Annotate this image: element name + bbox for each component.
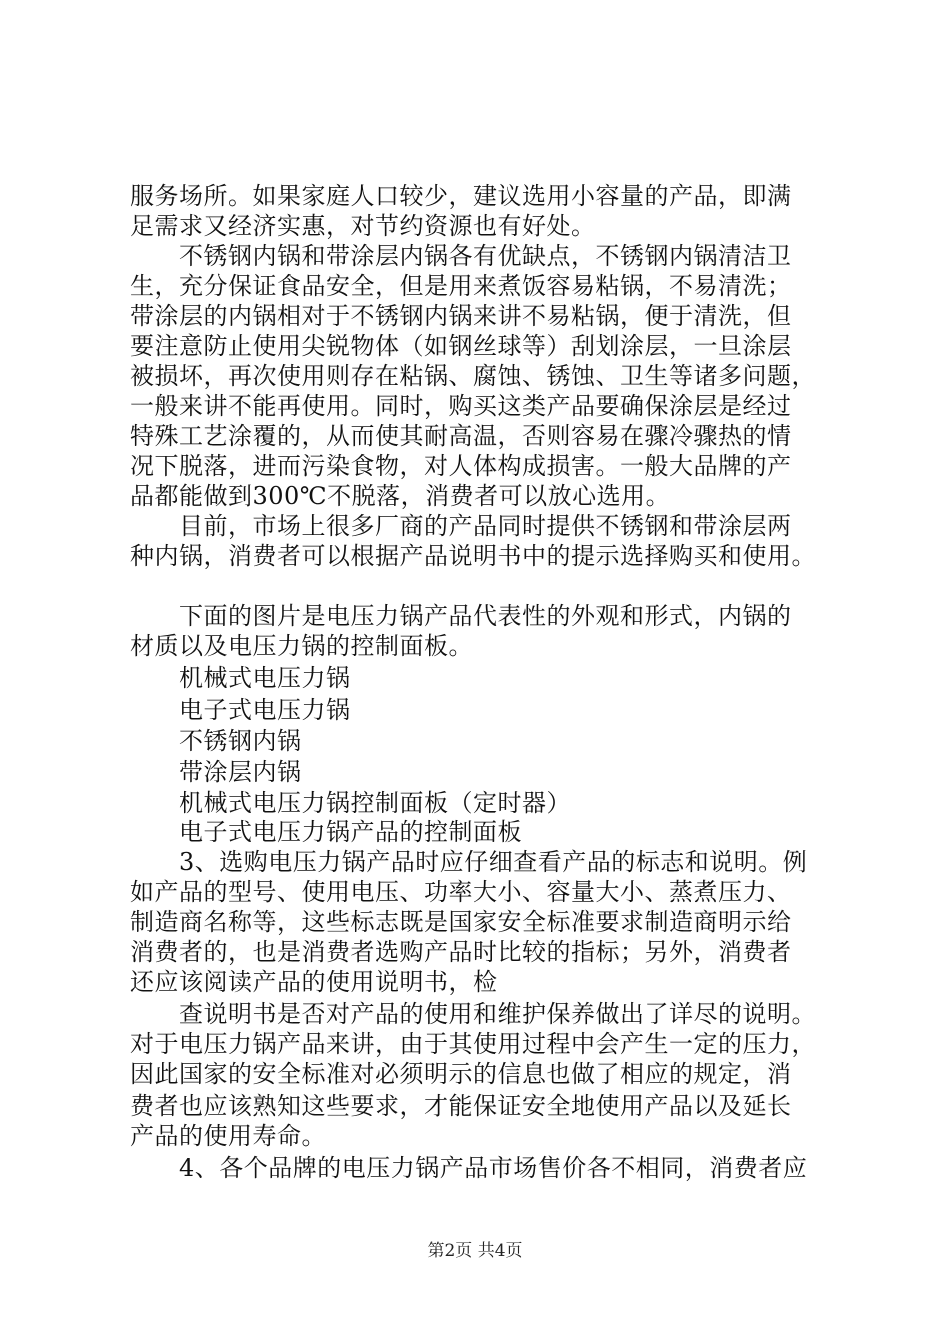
text-line: 服务场所。如果家庭人口较少，建议选用小容量的产品，即满 (130, 182, 792, 210)
text-line: 如产品的型号、使用电压、功率大小、容量大小、蒸煮压力、 (130, 878, 792, 906)
text-line: 产品的使用寿命。 (130, 1122, 326, 1150)
image-caption: 机械式电压力锅控制面板（定时器） (130, 789, 571, 817)
text-line: 3、选购电压力锅产品时应仔细查看产品的标志和说明。例 (130, 848, 808, 876)
text-line: 还应该阅读产品的使用说明书，检 (130, 968, 498, 996)
text-line: 品都能做到300℃不脱落，消费者可以放心选用。 (130, 482, 671, 510)
image-caption: 带涂层内锅 (130, 758, 302, 786)
text-line: 被损坏，再次使用则存在粘锅、腐蚀、锈蚀、卫生等诸多问题， (130, 362, 816, 390)
text-line: 费者也应该熟知这些要求，才能保证安全地使用产品以及延长 (130, 1092, 792, 1120)
image-caption: 机械式电压力锅 (130, 664, 351, 692)
image-caption: 电子式电压力锅 (130, 696, 351, 724)
image-caption: 电子式电压力锅产品的控制面板 (130, 818, 522, 846)
text-line: 不锈钢内锅和带涂层内锅各有优缺点，不锈钢内锅清洁卫 (130, 242, 792, 270)
text-line: 况下脱落，进而污染食物，对人体构成损害。一般大品牌的产 (130, 452, 792, 480)
text-line: 要注意防止使用尖锐物体（如钢丝球等）刮划涂层，一旦涂层 (130, 332, 792, 360)
text-line: 4、各个品牌的电压力锅产品市场售价各不相同，消费者应 (130, 1154, 808, 1182)
image-caption: 不锈钢内锅 (130, 727, 302, 755)
text-line: 带涂层的内锅相对于不锈钢内锅来讲不易粘锅，便于清洗，但 (130, 302, 792, 330)
text-line: 制造商名称等，这些标志既是国家安全标准要求制造商明示给 (130, 908, 792, 936)
text-line: 目前，市场上很多厂商的产品同时提供不锈钢和带涂层两 (130, 512, 792, 540)
text-line: 材质以及电压力锅的控制面板。 (130, 632, 473, 660)
text-line: 消费者的，也是消费者选购产品时比较的指标；另外，消费者 (130, 938, 792, 966)
text-line: 因此国家的安全标准对必须明示的信息也做了相应的规定，消 (130, 1060, 792, 1088)
text-line: 对于电压力锅产品来讲，由于其使用过程中会产生一定的压力， (130, 1030, 816, 1058)
text-line: 下面的图片是电压力锅产品代表性的外观和形式，内锅的 (130, 602, 792, 630)
page-number: 第2页 共4页 (427, 1241, 523, 1261)
text-line: 种内锅，消费者可以根据产品说明书中的提示选择购买和使用。 (130, 542, 816, 570)
text-line: 特殊工艺涂覆的，从而使其耐高温，否则容易在骤冷骤热的情 (130, 422, 792, 450)
text-line: 一般来讲不能再使用。同时，购买这类产品要确保涂层是经过 (130, 392, 792, 420)
text-line: 足需求又经济实惠，对节约资源也有好处。 (130, 212, 596, 240)
text-line: 查说明书是否对产品的使用和维护保养做出了详尽的说明。 (130, 1000, 816, 1028)
page-footer (0, 1240, 950, 1262)
text-line: 生，充分保证食品安全，但是用来煮饭容易粘锅，不易清洗； (130, 272, 792, 300)
